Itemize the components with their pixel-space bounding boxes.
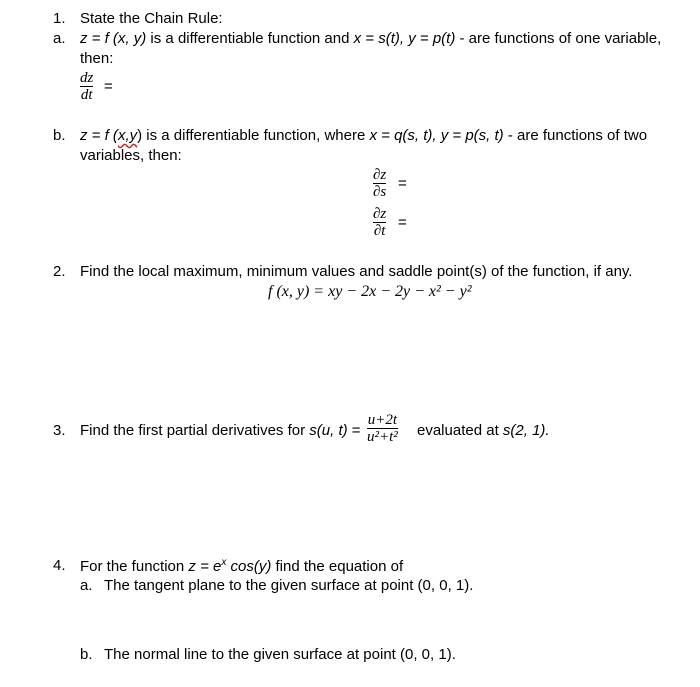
q3-fraction [367, 412, 398, 445]
q3-text-pre: Find the first partial derivatives for [80, 422, 310, 439]
q2-text: Find the local maximum, minimum values and saddle point(s) of the function, if any. [80, 263, 633, 280]
q1a-vars: x = s(t), y = p(t) [353, 30, 456, 47]
q1-title: State the Chain Rule: [80, 10, 223, 27]
q3-text-post: evaluated at [417, 422, 503, 439]
q3-text-left [80, 422, 361, 439]
q1b-fraction-dz-dt [373, 206, 386, 239]
q4b-letter: b. [80, 646, 93, 663]
q3-number: 3. [53, 422, 66, 439]
q4-func-sup: x [221, 557, 227, 568]
q1b-post: - are functions of two [503, 127, 648, 144]
q1a-frac-den: dt [80, 87, 93, 103]
q3-func: s(u, t) [309, 422, 348, 439]
q3-text-right [417, 422, 550, 439]
q4b-text: The normal line to the given surface at point (0, 0, 1). [104, 646, 456, 663]
q1a-line1 [80, 30, 661, 47]
q4-number: 4. [53, 557, 66, 574]
q1a-equals: = [104, 78, 113, 95]
q3-frac-num: u+2t [367, 412, 398, 428]
q2-formula: f (x, y) = xy − 2x − 2y − x² − y² [268, 283, 472, 300]
q1a-fraction-dz-dt [80, 70, 93, 103]
q1b-line1 [80, 127, 647, 144]
q1b-frac2-num: ∂z [373, 206, 387, 222]
q1b-frac2-den: ∂t [373, 223, 386, 239]
q1b-mid: ) is a differentiable function, where [137, 127, 370, 144]
q1b-line2: variables, then: [80, 147, 182, 164]
q1b-frac1-den: ∂s [373, 184, 387, 200]
q4a-letter: a. [80, 577, 93, 594]
q1a-line2: then: [80, 50, 114, 67]
q1b-func: z = f ( [80, 127, 118, 144]
q1b-fraction-dz-ds [373, 167, 386, 200]
q1b-equals-1: = [398, 175, 407, 192]
q1b-frac1-num: ∂z [373, 167, 387, 183]
q2-number: 2. [53, 263, 66, 280]
q1b-vars: x = q(s, t), y = p(s, t) [369, 127, 504, 144]
q3-frac-den: u²+t² [367, 429, 398, 445]
q1a-frac-num: dz [80, 70, 94, 86]
q1a-mid: is a differentiable function and [146, 30, 354, 47]
q4-text-post: find the equation of [271, 558, 404, 575]
q1b-letter: b. [53, 127, 66, 144]
q1-number: 1. [53, 10, 66, 27]
q1b-equals-2: = [398, 214, 407, 231]
q1b-underlined-args: x,y [117, 127, 138, 144]
q1a-post: - are functions of one variable, [455, 30, 662, 47]
q3-point: s(2, 1). [502, 422, 550, 439]
q1a-letter: a. [53, 30, 66, 47]
q4-text [80, 557, 403, 575]
q4-func-post: cos(y) [226, 558, 272, 575]
q1a-func: z = f (x, y) [80, 30, 147, 47]
q3-equals: = [347, 422, 361, 439]
q4a-text: The tangent plane to the given surface at point (0, 0, 1). [104, 577, 474, 594]
q4-func: z = e [188, 558, 222, 575]
q4-text-pre: For the function [80, 558, 189, 575]
